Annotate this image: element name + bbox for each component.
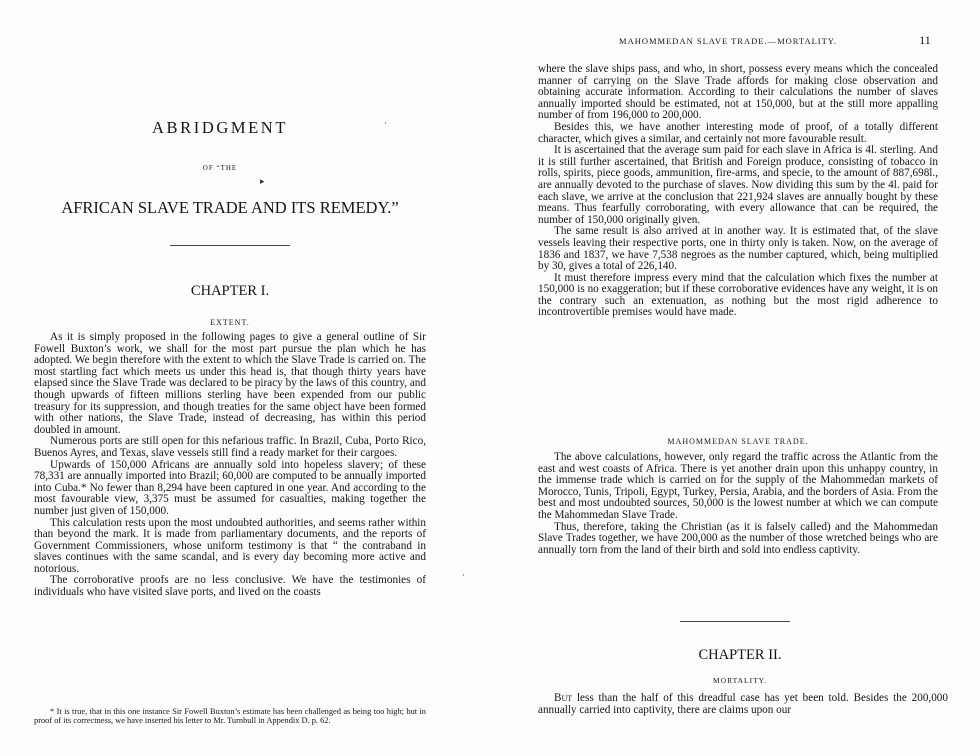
drop-cap-word: But — [554, 692, 573, 704]
running-head: MAHOMMEDAN SLAVE TRADE.—MORTALITY. — [619, 36, 837, 46]
paragraph: The corroborative proofs are no less conclusive. We have the testimonies of individuals who have visited slave ports, and lived on the coasts — [34, 574, 426, 599]
paragraph: where the slave ships pass, and who, in short, possess every means which the concealed manner of carrying on the Slave Trade affords for making close observation and obtaining accurate information. According to their calculations the number of slaves annually imported should be estimated, not at 150,000, but at the still more appalling number of from 196,000 to 200,000. — [538, 63, 938, 122]
right-body-middle — [538, 452, 938, 556]
paragraph-text: less than the half of this dreadful case has yet been told. Besides the 200,000 annually carried into captivity, there are claims upon our — [538, 692, 948, 716]
paragraph: This calculation rests upon the most undoubted authorities, and seems rather within than beyond the mark. It is made from parliamentary documents, and the reports of Government Commissioners, whose uniform testimony is that “ the contraband in slaves continues with the same scandal, and is every day becoming more active and notorious. — [34, 516, 426, 575]
paragraph — [538, 693, 948, 716]
paragraph: As it is simply proposed in the following pages to give a general outline of Sir Fowell Buxton’s work, we shall for the most part pursue the plan which he has adopted. We begin therefore with the extent to which the Slave Trade is carried on. The most startling fact which meets us under this head is, that though thirty years have elapsed since the Slave Trade was declared to be piracy by the laws of this country, and though upwards of fifteen millions sterling have been expended from our public treasury for its suppression, and though treaties for the same object have been formed with other nations, the Slave Trade, instead of decreasing, has within this period doubled in amount. — [34, 331, 426, 436]
chapter-heading: CHAPTER I. — [190, 283, 270, 299]
section-heading-mahommedan: MAHOMMEDAN SLAVE TRADE. — [667, 437, 809, 446]
paragraph: Numerous ports are still open for this nefarious traffic. In Brazil, Cuba, Porto Rico, Buenos Ayres, and Texas, slave vessels still find a ready market for their cargoes. — [34, 435, 426, 459]
chapter-heading: CHAPTER II. — [698, 647, 782, 663]
footnote — [34, 707, 426, 726]
paragraph: It must therefore impress every mind that the calculation which fixes the number at 150,000 is no exaggeration; but if these corroborative evidences have any weight, it is on the contrary such an extenuation, as nothing but the most rigid adherence to incontrovertible premises would have made. — [538, 271, 938, 319]
decorative-speck: · — [462, 570, 465, 580]
title-divider — [170, 245, 290, 246]
right-body-bottom — [538, 693, 948, 716]
left-body-text — [34, 332, 426, 599]
section-heading-extent: EXTENT. — [210, 318, 250, 327]
right-page — [490, 0, 980, 756]
paragraph: Upwards of 150,000 Africans are annually sold into hopeless slavery; of these 78,331 are annually imported into Brazil; 60,000 are computed to be annually imported into Cuba.* No fewer than 8,294 have been captured in one year. And according to the most favourable view, 3,375 must be assumed for casualties, making together the number just given of 150,000. — [34, 458, 426, 517]
paragraph: The same result is also arrived at in another way. It is estimated that, of the slave vessels leaving their respective ports, one in thirty only is taken. Now, on the average of 1836 and 1837, we have 7,538 negroes as the number captured, which, being multiplied by 30, gives a total of 226,140. — [538, 225, 938, 273]
decorative-speck: · — [384, 118, 387, 128]
footnote-text: * It is true, that in this one instance Sir Fowell Buxton’s estimate has been challenged as being too high; but in proof of its correctness, we have inserted his letter to Mr. Turnbull in Appendix D. p. 62. — [34, 707, 426, 726]
paragraph: It is ascertained that the average sum paid for each slave in Africa is 4l. sterling. And it is still further ascertained, that British and Foreign produce, consisting of tobacco in rolls, spirits, piece goods, ammunition, fire-arms, and specie, to the amount of 887,698l., are annually devoted to the purchase of slaves. Now dividing this sum by the 4l. paid for each slave, we arrive at the conclusion that 221,924 slaves are annually bought by these means. Thus fearfully corroborating, with every allowance that can be required, the number of 150,000 originally given. — [538, 144, 938, 226]
title-of-the: OF “THE — [202, 164, 238, 172]
section-heading-mortality: MORTALITY. — [712, 676, 768, 685]
chapter-divider — [680, 621, 790, 622]
book-title: AFRICAN SLAVE TRADE AND ITS REMEDY.” — [61, 198, 399, 217]
paragraph: Thus, therefore, taking the Christian (as it is falsely called) and the Mahommedan Slave Trades together, we have 200,000 as the number of those wretched beings who are annually torn from the land of their birth and sold into endless captivity. — [538, 520, 938, 556]
title-abridgment: ABRIDGMENT — [152, 118, 288, 137]
decorative-mark: ▸ — [260, 176, 265, 186]
right-body-top — [538, 64, 938, 319]
paragraph: Besides this, we have another interesting mode of proof, of a totally different character, which gives a similar, and certainly not more favourable result. — [538, 120, 938, 145]
page-number: 11 — [919, 33, 931, 47]
paragraph: The above calculations, however, only regard the traffic across the Atlantic from the east and west coasts of Africa. There is yet another drain upon this unhappy country, in the immense trade which is carried on for the supply of the Mahommedan markets of Morocco, Tunis, Tripoli, Egypt, Turkey, Persia, Arabia, and the borders of Asia. From the best and most undoubted sources, 50,000 is the lowest number at which we can compute the Mahommedan Slave Trade. — [538, 451, 938, 521]
